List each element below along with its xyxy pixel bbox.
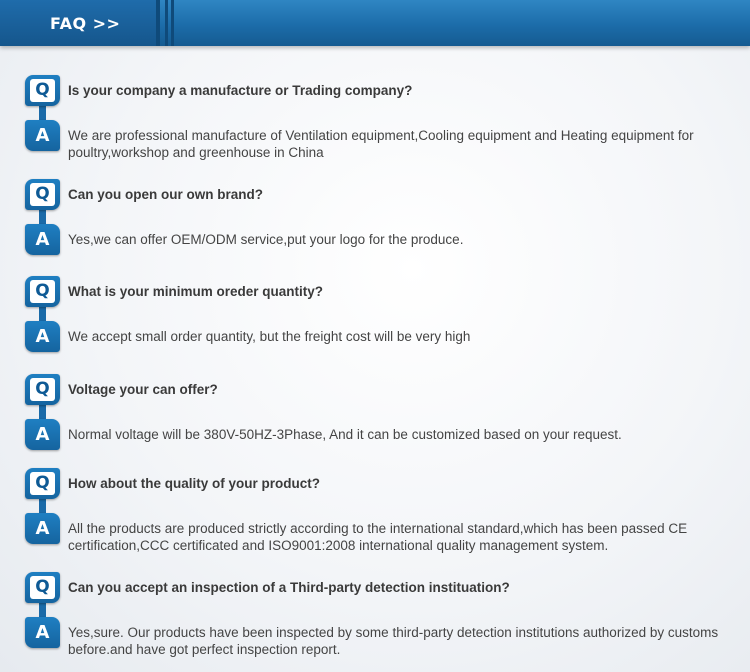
faq-question: Can you open our own brand? [68,187,263,202]
answer-badge: A [25,617,60,648]
question-badge-letter: Q [30,79,55,102]
question-badge [25,276,60,307]
question-badge [25,179,60,210]
faq-question: What is your minimum oreder quantity? [68,284,324,299]
answer-badge: A [25,419,60,450]
answer-badge: A [25,321,60,352]
question-badge-letter: Q [30,280,55,303]
faq-question: Can you accept an inspection of a Third-party detection instituation? [68,580,510,595]
faq-answer: All the products are produced strictly according to the international standard,which has been passed CE certification,CCC certificated and ISO9001:2008 international quality management system. [68,521,688,553]
question-badge-letter: Q [30,183,55,206]
question-badge [25,468,60,499]
header-title: FAQ >> [50,14,121,33]
faq-answer: Normal voltage will be 380V-50HZ-3Phase, And it can be customized based on your request. [68,427,622,442]
faq-answer: We accept small order quantity, but the freight cost will be very high [68,329,471,344]
header-tab [0,0,156,46]
header-stripe [171,0,174,46]
question-badge-letter: Q [30,472,55,495]
answer-badge: A [25,120,60,151]
faq-question: Voltage your can offer? [68,382,218,397]
answer-badge: A [25,513,60,544]
faq-answer: We are professional manufacture of Ventilation equipment,Cooling equipment and Heating equipment for poultry,workshop and greenhouse in China [68,128,694,160]
question-badge-letter: Q [30,576,55,599]
question-badge [25,75,60,106]
faq-answer: Yes,sure. Our products have been inspected by some third-party detection institutions authorized by customs before.and have got perfect inspection report. [68,625,719,657]
question-badge [25,572,60,603]
answer-badge: A [25,224,60,255]
faq-question: How about the quality of your product? [68,476,320,491]
header-stripe [165,0,168,46]
header-stripe [156,0,160,46]
question-badge-letter: Q [30,378,55,401]
question-badge [25,374,60,405]
faq-answer: Yes,we can offer OEM/ODM service,put your logo for the produce. [68,232,464,247]
faq-question: Is your company a manufacture or Trading company? [68,83,413,98]
faq-header-bar [0,0,750,46]
